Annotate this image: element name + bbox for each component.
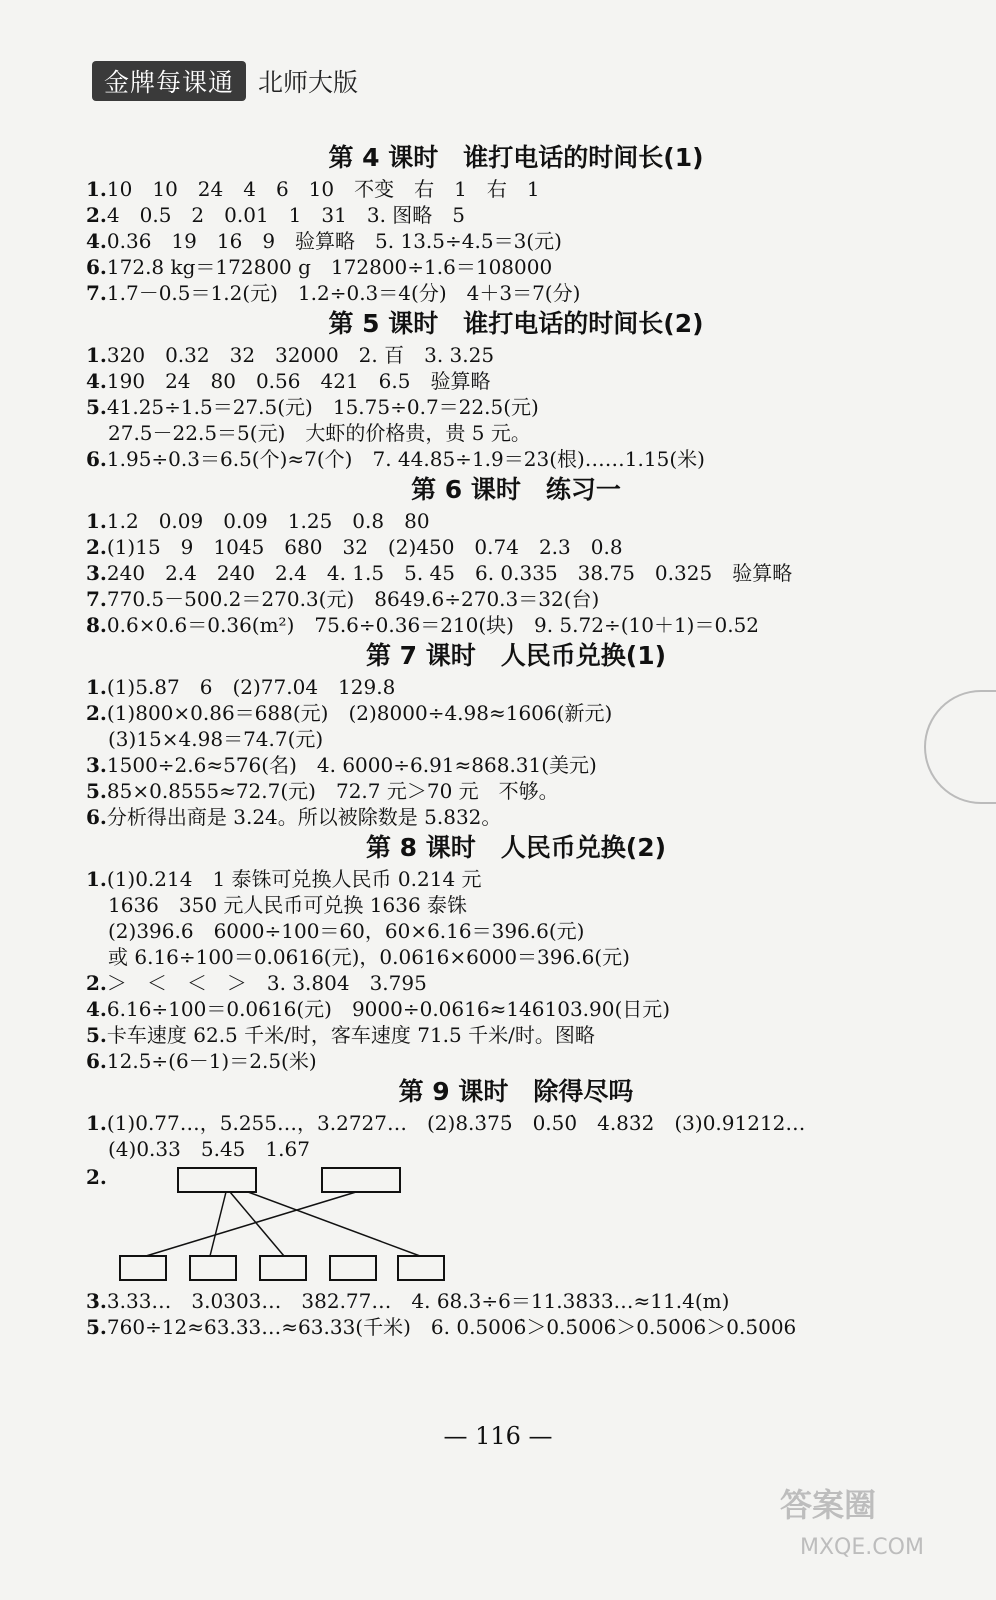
top-box-left [178, 1168, 256, 1192]
answer-line: 6.172.8 kg＝172800 g 172800÷1.6＝108000 [86, 255, 553, 279]
answer-line: 1.10 10 24 4 6 10 不变 右 1 右 1 [86, 177, 540, 201]
watermark-url: MXQE.COM [800, 1535, 924, 1560]
series-badge: 金牌每课通 [92, 61, 246, 101]
answer-line: 4.0.36 19 16 9 验算略 5. 13.5÷4.5＝3(元) [86, 229, 562, 253]
edition-label: 北师大版 [258, 68, 359, 97]
answer-content [86, 140, 946, 1340]
answer-line: 7.770.5－500.2＝270.3(元) 8649.6÷270.3＝32(台) [86, 587, 600, 611]
answer-line: 6.分析得出商是 3.24。所以被除数是 5.832。 [86, 805, 502, 829]
section-title: 第 9 课时 除得尽吗 [398, 1077, 634, 1106]
watermark-logo: 答案圈 [780, 1486, 877, 1524]
section-title: 第 6 课时 练习一 [411, 475, 621, 504]
answer-line: 1.(1)5.87 6 (2)77.04 129.8 [86, 675, 396, 699]
answer-line: 1.320 0.32 32 32000 2. 百 3. 3.25 [86, 343, 495, 367]
answer-line: 2. [86, 1165, 107, 1189]
section-title: 第 4 课时 谁打电话的时间长(1) [328, 143, 704, 172]
section-title: 第 5 课时 谁打电话的时间长(2) [328, 309, 704, 338]
answer-line: 27.5－22.5＝5(元) 大虾的价格贵，贵 5 元。 [108, 421, 531, 445]
answer-line: (4)0.33 5.45 1.67 [108, 1137, 310, 1161]
bottom-box-3 [260, 1256, 306, 1280]
section-title: 第 8 课时 人民币兑换(2) [365, 833, 667, 862]
answer-line: 6.1.95÷0.3＝6.5(个)≈7(个) 7. 44.85÷1.9＝23(根)……1.15(米) [86, 447, 705, 471]
page-number: — 116 — [443, 1422, 553, 1450]
answer-line: 5.41.25÷1.5＝27.5(元) 15.75÷0.7＝22.5(元) [86, 395, 539, 419]
matching-lines-svg [86, 1164, 486, 1284]
match-line [146, 1192, 356, 1256]
answer-line: 2.(1)15 9 1045 680 32 (2)450 0.74 2.3 0.8 [86, 535, 623, 559]
answer-line: 1.(1)0.77…，5.255…，3.2727… (2)8.3̇75̇ 0.5̇0̇ 4.83̇2̇ (3)0.91212… [86, 1111, 806, 1135]
top-box-right [322, 1168, 400, 1192]
answer-line: 或 6.16÷100＝0.0616(元)，0.0616×6000＝396.6(元) [108, 945, 630, 969]
answer-line: 3.3.33… 3.0303… 382.77… 4. 68.3÷6＝11.3833…≈11.4(m) [86, 1289, 730, 1313]
answer-line: 8.0.6×0.6＝0.36(m²) 75.6÷0.36＝210(块) 9. 5.72÷(10＋1)＝0.52 [86, 613, 760, 637]
answer-line: 5.卡车速度 62.5 千米/时，客车速度 71.5 千米/时。图略 [86, 1023, 595, 1047]
bottom-box-2 [190, 1256, 236, 1280]
answer-line: 1636 350 元人民币可兑换 1636 泰铢 [108, 893, 468, 917]
book-header [92, 62, 358, 100]
matching-diagram [86, 1164, 486, 1284]
answer-line: 5.760÷12≈63.33…≈63.33(千米) 6. 0.5006̇＞0.5̇006̇＞0.50̇06̇＞0.5̇006 [86, 1315, 797, 1339]
bottom-box-1 [120, 1256, 166, 1280]
answer-line: 4.190 24 80 0.56 421 6.5 验算略 [86, 369, 491, 393]
answer-line: 2.＞ ＜ ＜ ＞ 3. 3.804 3.795 [86, 971, 427, 995]
match-line [248, 1192, 420, 1256]
answer-line: 2.4 0.5 2 0.01 1 31 3. 图略 5 [86, 203, 466, 227]
answer-line: 1.1.2 0.09 0.09 1.25 0.8 80 [86, 509, 430, 533]
answer-line: 7.1.7－0.5＝1.2(元) 1.2÷0.3＝4(分) 4＋3＝7(分) [86, 281, 581, 305]
answer-line: (2)396.6 6000÷100＝60，60×6.16＝396.6(元) [108, 919, 585, 943]
match-line [210, 1192, 226, 1256]
section-title: 第 7 课时 人民币兑换(1) [365, 641, 667, 670]
answer-line: 5.85×0.8555≈72.7(元) 72.7 元＞70 元 不够。 [86, 779, 559, 803]
answer-line: 6.12.5÷(6－1)＝2.5(米) [86, 1049, 317, 1073]
answer-line: 2.(1)800×0.86＝688(元) (2)8000÷4.98≈1606(新元) [86, 701, 613, 725]
answer-line: 4.6.16÷100＝0.0616(元) 9000÷0.0616≈146103.90(日元) [86, 997, 671, 1021]
bottom-box-4 [330, 1256, 376, 1280]
bottom-box-5 [398, 1256, 444, 1280]
answer-line: (3)15×4.98＝74.7(元) [108, 727, 324, 751]
answer-line: 1.(1)0.214 1 泰铢可兑换人民币 0.214 元 [86, 867, 482, 891]
answer-line: 3.1500÷2.6≈576(名) 4. 6000÷6.91≈868.31(美元) [86, 753, 597, 777]
answer-line: 3.240 2.4 240 2.4 4. 1.5 5. 45 6. 0.335 38.75 0.325 验算略 [86, 561, 793, 585]
